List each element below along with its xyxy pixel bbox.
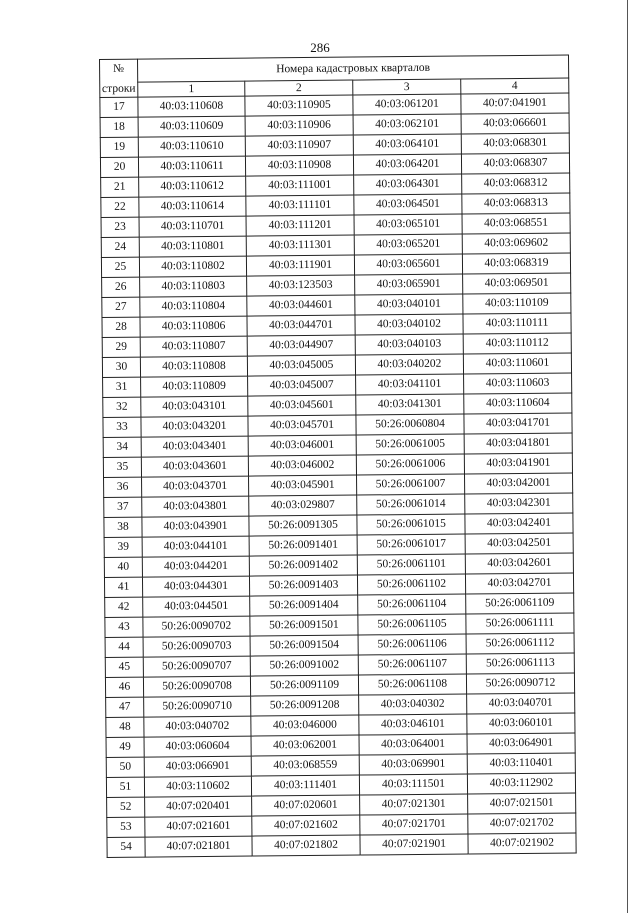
row-number: 25 bbox=[101, 257, 139, 277]
cadastral-number-cell: 40:03:042401 bbox=[465, 513, 573, 534]
cadastral-number-cell: 40:03:110906 bbox=[245, 115, 353, 136]
cadastral-number-cell: 40:03:068559 bbox=[251, 755, 359, 776]
cadastral-number-cell: 50:26:0061109 bbox=[466, 593, 574, 614]
cadastral-number-cell: 50:26:0091305 bbox=[249, 515, 357, 536]
column-number-4: 4 bbox=[461, 78, 569, 94]
cadastral-number-cell: 40:03:110612 bbox=[139, 176, 246, 197]
cadastral-number-cell: 40:07:020601 bbox=[252, 795, 360, 816]
cadastral-number-cell: 40:03:064201 bbox=[353, 154, 461, 175]
cadastral-number-cell: 40:03:040302 bbox=[359, 694, 467, 715]
row-number: 40 bbox=[104, 557, 142, 577]
cadastral-number-cell: 40:03:046002 bbox=[248, 455, 356, 476]
cadastral-number-cell: 40:03:046000 bbox=[251, 715, 359, 736]
cadastral-number-cell: 40:03:068301 bbox=[461, 133, 569, 154]
cadastral-number-cell: 40:03:110802 bbox=[139, 256, 246, 277]
cadastral-number-cell: 50:26:0090712 bbox=[466, 673, 574, 694]
cadastral-number-cell: 50:26:0060804 bbox=[356, 414, 464, 435]
cadastral-number-cell: 40:03:110804 bbox=[140, 296, 247, 317]
cadastral-number-cell: 40:03:110608 bbox=[138, 96, 245, 117]
row-number: 24 bbox=[101, 237, 139, 257]
cadastral-number-cell: 40:03:068312 bbox=[462, 173, 570, 194]
cadastral-quarters-table bbox=[99, 54, 577, 857]
cadastral-number-cell: 40:03:062101 bbox=[353, 114, 461, 135]
cadastral-number-cell: 40:03:064501 bbox=[354, 194, 462, 215]
cadastral-number-cell: 40:03:044301 bbox=[142, 576, 249, 597]
cadastral-number-cell: 40:03:111501 bbox=[359, 774, 467, 795]
cadastral-number-cell: 40:03:069901 bbox=[359, 754, 467, 775]
row-number: 48 bbox=[106, 717, 144, 737]
row-number: 23 bbox=[101, 217, 139, 237]
row-number: 21 bbox=[101, 177, 139, 197]
cadastral-number-cell: 40:03:060604 bbox=[144, 736, 251, 757]
row-number: 53 bbox=[107, 817, 145, 837]
cadastral-number-cell: 50:26:0061108 bbox=[358, 674, 466, 695]
cadastral-number-cell: 40:03:112902 bbox=[467, 773, 575, 794]
cadastral-number-cell: 40:03:110610 bbox=[138, 136, 245, 157]
row-number: 45 bbox=[105, 657, 143, 677]
cadastral-number-cell: 40:07:021301 bbox=[360, 794, 468, 815]
cadastral-number-cell: 40:07:021702 bbox=[468, 813, 576, 834]
cadastral-number-cell: 50:26:0091402 bbox=[249, 555, 357, 576]
row-number: 19 bbox=[100, 137, 138, 157]
cadastral-number-cell: 50:26:0061006 bbox=[356, 454, 464, 475]
cadastral-number-cell: 50:26:0091403 bbox=[249, 575, 357, 596]
cadastral-number-cell: 40:03:042501 bbox=[465, 533, 573, 554]
cadastral-number-cell: 40:07:021801 bbox=[145, 836, 252, 857]
cadastral-number-cell: 40:03:110614 bbox=[139, 196, 246, 217]
cadastral-number-cell: 40:03:069501 bbox=[463, 273, 571, 294]
cadastral-number-cell: 40:03:064101 bbox=[353, 134, 461, 155]
cadastral-number-cell: 40:07:020401 bbox=[145, 796, 252, 817]
cadastral-number-cell: 50:26:0061107 bbox=[358, 654, 466, 675]
cadastral-number-cell: 40:03:040701 bbox=[467, 693, 575, 714]
cadastral-number-cell: 40:03:110801 bbox=[139, 236, 246, 257]
row-number: 22 bbox=[101, 197, 139, 217]
cadastral-number-cell: 40:03:110803 bbox=[140, 276, 247, 297]
cadastral-number-cell: 40:03:044601 bbox=[247, 295, 355, 316]
cadastral-number-cell: 40:03:065901 bbox=[355, 274, 463, 295]
row-number: 26 bbox=[102, 277, 140, 297]
cadastral-number-cell: 40:03:110401 bbox=[467, 753, 575, 774]
cadastral-number-cell: 40:03:068319 bbox=[462, 253, 570, 274]
cadastral-number-cell: 40:03:040103 bbox=[355, 334, 463, 355]
row-number: 47 bbox=[106, 697, 144, 717]
row-number-header-label: строки bbox=[101, 82, 136, 95]
cadastral-number-cell: 50:26:0061113 bbox=[466, 653, 574, 674]
cadastral-number-cell: 50:26:0061111 bbox=[466, 613, 574, 634]
row-number: 54 bbox=[107, 837, 145, 857]
cadastral-number-cell: 40:03:068313 bbox=[462, 193, 570, 214]
row-number: 50 bbox=[106, 757, 144, 777]
cadastral-number-cell: 50:26:0061007 bbox=[357, 474, 465, 495]
cadastral-number-cell: 40:03:045007 bbox=[248, 375, 356, 396]
cadastral-number-cell: 40:03:065101 bbox=[354, 214, 462, 235]
cadastral-number-cell: 40:03:043601 bbox=[141, 456, 248, 477]
cadastral-number-cell: 40:03:110604 bbox=[464, 393, 572, 414]
cadastral-number-cell: 40:03:064001 bbox=[359, 734, 467, 755]
cadastral-number-cell: 40:03:042701 bbox=[465, 573, 573, 594]
cadastral-number-cell: 40:03:044907 bbox=[247, 335, 355, 356]
cadastral-number-cell: 40:03:043701 bbox=[142, 476, 249, 497]
cadastral-number-cell: 40:03:041101 bbox=[356, 374, 464, 395]
column-number-3: 3 bbox=[353, 79, 461, 95]
cadastral-number-cell: 40:03:110609 bbox=[138, 116, 245, 137]
cadastral-number-cell: 50:26:0091404 bbox=[250, 595, 358, 616]
row-number: 31 bbox=[103, 377, 141, 397]
cadastral-number-cell: 50:26:0090708 bbox=[143, 676, 250, 697]
cadastral-number-cell: 40:03:043401 bbox=[141, 436, 248, 457]
cadastral-number-cell: 40:03:110905 bbox=[245, 95, 353, 116]
cadastral-number-cell: 50:26:0061102 bbox=[357, 574, 465, 595]
cadastral-number-cell: 40:07:021501 bbox=[468, 793, 576, 814]
cadastral-number-cell: 40:03:111101 bbox=[246, 195, 354, 216]
cadastral-number-cell: 40:03:043201 bbox=[141, 416, 248, 437]
cadastral-number-cell: 50:26:0091504 bbox=[250, 635, 358, 656]
cadastral-number-cell: 50:26:0091501 bbox=[250, 615, 358, 636]
cadastral-number-cell: 50:26:0061005 bbox=[356, 434, 464, 455]
cadastral-number-cell: 40:03:045601 bbox=[248, 395, 356, 416]
cadastral-number-cell: 40:03:043101 bbox=[141, 396, 248, 417]
cadastral-number-cell: 40:03:061201 bbox=[353, 94, 461, 115]
cadastral-number-cell: 50:26:0061112 bbox=[466, 633, 574, 654]
cadastral-number-cell: 40:07:021602 bbox=[252, 815, 360, 836]
cadastral-number-cell: 40:03:111201 bbox=[246, 215, 354, 236]
cadastral-number-cell: 40:03:111301 bbox=[246, 235, 354, 256]
cadastral-number-cell: 40:03:060101 bbox=[467, 713, 575, 734]
cadastral-number-cell: 50:26:0091208 bbox=[251, 695, 359, 716]
cadastral-number-cell: 40:03:065601 bbox=[354, 254, 462, 275]
cadastral-number-cell: 40:03:044201 bbox=[142, 556, 249, 577]
cadastral-number-cell: 40:03:043901 bbox=[142, 516, 249, 537]
row-number: 29 bbox=[102, 337, 140, 357]
row-number: 49 bbox=[106, 737, 144, 757]
row-number: 41 bbox=[104, 577, 142, 597]
row-number: 52 bbox=[107, 797, 145, 817]
cadastral-number-cell: 40:03:110602 bbox=[144, 776, 251, 797]
cadastral-number-cell: 40:03:110611 bbox=[138, 156, 245, 177]
cadastral-number-cell: 40:03:044501 bbox=[143, 596, 250, 617]
row-number: 51 bbox=[106, 777, 144, 797]
cadastral-number-cell: 40:03:041901 bbox=[464, 453, 572, 474]
row-number: 33 bbox=[103, 417, 141, 437]
cadastral-number-cell: 40:03:110806 bbox=[140, 316, 247, 337]
column-number-1: 1 bbox=[138, 81, 245, 97]
cadastral-number-cell: 40:03:029807 bbox=[249, 495, 357, 516]
cadastral-number-cell: 40:03:110601 bbox=[463, 353, 571, 374]
cadastral-number-cell: 40:03:064901 bbox=[467, 733, 575, 754]
cadastral-number-cell: 40:03:044101 bbox=[142, 536, 249, 557]
cadastral-number-cell: 40:03:110807 bbox=[140, 336, 247, 357]
cadastral-number-cell: 40:07:021601 bbox=[145, 816, 252, 837]
row-number: 38 bbox=[104, 517, 142, 537]
cadastral-number-cell: 40:03:043801 bbox=[142, 496, 249, 517]
cadastral-number-cell: 50:26:0090707 bbox=[143, 656, 250, 677]
cadastral-number-cell: 40:03:069602 bbox=[462, 233, 570, 254]
row-number-header bbox=[100, 59, 138, 97]
cadastral-number-cell: 40:03:123503 bbox=[247, 275, 355, 296]
cadastral-number-cell: 40:03:068551 bbox=[462, 213, 570, 234]
cadastral-number-cell: 40:03:110808 bbox=[140, 356, 247, 377]
cadastral-number-cell: 50:26:0061104 bbox=[358, 594, 466, 615]
table-row bbox=[107, 833, 576, 858]
cadastral-number-cell: 40:03:110908 bbox=[245, 155, 353, 176]
table-body bbox=[100, 93, 576, 857]
cadastral-number-cell: 40:03:045005 bbox=[247, 355, 355, 376]
cadastral-number-cell: 40:03:066601 bbox=[461, 113, 569, 134]
row-number: 30 bbox=[102, 357, 140, 377]
cadastral-number-cell: 40:03:045701 bbox=[248, 415, 356, 436]
scan-edge-line bbox=[627, 0, 628, 913]
row-number: 43 bbox=[105, 617, 143, 637]
cadastral-number-cell: 40:03:041701 bbox=[464, 413, 572, 434]
cadastral-number-cell: 40:03:064301 bbox=[354, 174, 462, 195]
cadastral-number-cell: 40:03:110109 bbox=[463, 293, 571, 314]
cadastral-number-cell: 50:26:0061101 bbox=[357, 554, 465, 575]
cadastral-number-cell: 50:26:0091401 bbox=[249, 535, 357, 556]
cadastral-number-cell: 40:03:044701 bbox=[247, 315, 355, 336]
cadastral-number-cell: 50:26:0090710 bbox=[144, 696, 251, 717]
cadastral-number-cell: 40:03:040102 bbox=[355, 314, 463, 335]
cadastral-number-cell: 50:26:0091002 bbox=[250, 655, 358, 676]
cadastral-number-cell: 40:03:042301 bbox=[465, 493, 573, 514]
row-number: 44 bbox=[105, 637, 143, 657]
cadastral-number-cell: 40:03:065201 bbox=[354, 234, 462, 255]
cadastral-number-cell: 40:07:021701 bbox=[360, 814, 468, 835]
cadastral-number-cell: 40:03:111901 bbox=[246, 255, 354, 276]
cadastral-number-cell: 40:03:111001 bbox=[246, 175, 354, 196]
cadastral-number-cell: 40:03:042601 bbox=[465, 553, 573, 574]
cadastral-number-cell: 40:03:041301 bbox=[356, 394, 464, 415]
cadastral-number-cell: 50:26:0061014 bbox=[357, 494, 465, 515]
cadastral-number-cell: 50:26:0061106 bbox=[358, 634, 466, 655]
cadastral-number-cell: 40:03:040202 bbox=[355, 354, 463, 375]
row-number: 17 bbox=[100, 97, 138, 117]
row-number: 36 bbox=[104, 477, 142, 497]
cadastral-number-cell: 40:07:021901 bbox=[360, 834, 468, 855]
cadastral-number-cell: 40:03:110907 bbox=[245, 135, 353, 156]
cadastral-number-cell: 40:03:068307 bbox=[461, 153, 569, 174]
cadastral-number-cell: 40:03:111401 bbox=[251, 775, 359, 796]
column-number-2: 2 bbox=[245, 80, 353, 96]
cadastral-number-cell: 40:03:042001 bbox=[465, 473, 573, 494]
cadastral-number-cell: 40:07:021902 bbox=[468, 833, 576, 854]
cadastral-number-cell: 40:03:110701 bbox=[139, 216, 246, 237]
cadastral-number-cell: 40:03:041801 bbox=[464, 433, 572, 454]
cadastral-number-cell: 40:03:040101 bbox=[355, 294, 463, 315]
cadastral-number-cell: 50:26:0091109 bbox=[250, 675, 358, 696]
row-number: 39 bbox=[104, 537, 142, 557]
cadastral-number-cell: 40:03:110112 bbox=[463, 333, 571, 354]
row-number: 37 bbox=[104, 497, 142, 517]
cadastral-number-cell: 50:26:0061017 bbox=[357, 534, 465, 555]
row-number: 32 bbox=[103, 397, 141, 417]
cadastral-number-cell: 40:03:040702 bbox=[144, 716, 251, 737]
cadastral-number-cell: 40:03:046101 bbox=[359, 714, 467, 735]
cadastral-number-cell: 50:26:0090703 bbox=[143, 636, 250, 657]
cadastral-number-cell: 40:03:110603 bbox=[464, 373, 572, 394]
row-number: 27 bbox=[102, 297, 140, 317]
cadastral-number-cell: 40:03:110111 bbox=[463, 313, 571, 334]
row-number: 42 bbox=[105, 597, 143, 617]
row-number: 28 bbox=[102, 317, 140, 337]
row-number: 34 bbox=[103, 437, 141, 457]
row-number: 18 bbox=[100, 117, 138, 137]
cadastral-number-cell: 50:26:0090702 bbox=[143, 616, 250, 637]
row-number: 35 bbox=[103, 457, 141, 477]
cadastral-number-cell: 40:03:066901 bbox=[144, 756, 251, 777]
cadastral-number-cell: 40:03:062001 bbox=[251, 735, 359, 756]
cadastral-number-cell: 40:03:046001 bbox=[248, 435, 356, 456]
cadastral-number-cell: 50:26:0061105 bbox=[358, 614, 466, 635]
cadastral-quarters-header: Номера кадастровых кварталов bbox=[138, 55, 569, 82]
row-number: 46 bbox=[105, 677, 143, 697]
page-number: 286 bbox=[310, 40, 330, 55]
cadastral-number-cell: 40:07:041901 bbox=[461, 93, 569, 114]
cadastral-number-cell: 40:03:045901 bbox=[249, 475, 357, 496]
cadastral-number-cell: 40:07:021802 bbox=[252, 835, 360, 856]
cadastral-number-cell: 40:03:110809 bbox=[141, 376, 248, 397]
row-number-header-symbol: № bbox=[113, 62, 125, 75]
cadastral-number-cell: 50:26:0061015 bbox=[357, 514, 465, 535]
row-number: 20 bbox=[100, 157, 138, 177]
